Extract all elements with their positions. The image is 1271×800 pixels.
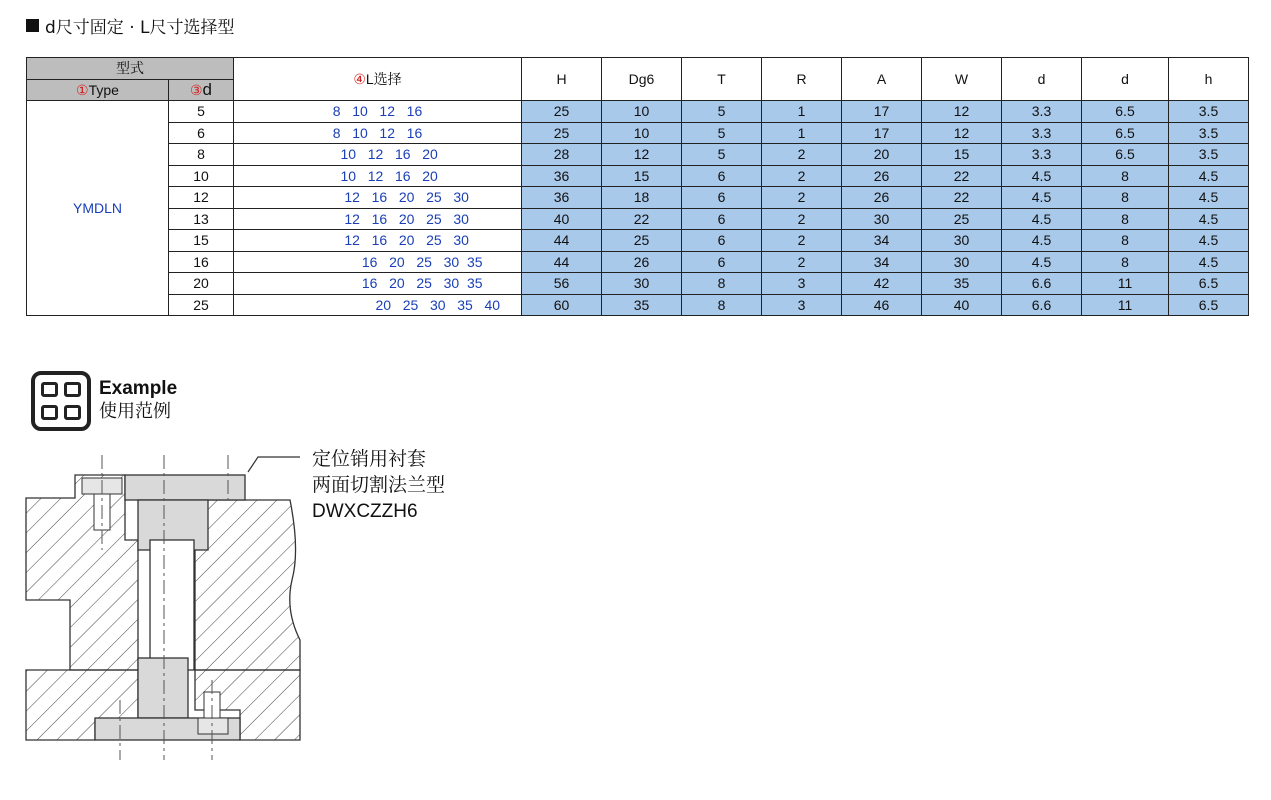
dim-value: 11: [1082, 294, 1169, 316]
d-value: 25: [169, 294, 234, 316]
header-dim-A: A: [842, 58, 922, 101]
section-title: [26, 13, 234, 38]
d-value: 13: [169, 208, 234, 230]
dim-value: 20: [842, 144, 922, 166]
dim-value: 12: [922, 122, 1002, 144]
dim-value: 26: [842, 187, 922, 209]
table-row: [27, 208, 1249, 230]
dim-value: 3.3: [1002, 122, 1082, 144]
table-row: [27, 294, 1249, 316]
dim-value: 4.5: [1002, 230, 1082, 252]
dim-value: 44: [522, 230, 602, 252]
dim-value: 30: [602, 273, 682, 295]
dim-value: 4.5: [1169, 165, 1249, 187]
lower-bushing: [138, 658, 188, 718]
dim-value: 34: [842, 230, 922, 252]
header-dim-T: T: [682, 58, 762, 101]
l-options: 12 16 20 25 30: [234, 230, 522, 252]
circled-three-marker: ③: [189, 81, 203, 98]
upper-plate-right: [195, 500, 300, 670]
callout-line-2: 两面切割法兰型: [312, 475, 446, 496]
section-title-text: d尺寸固定 · L尺寸选择型: [45, 18, 235, 38]
black-square-bullet-icon: [26, 19, 39, 32]
header-dim-d2: d: [1082, 58, 1169, 101]
dim-value: 4.5: [1002, 251, 1082, 273]
d-value: 20: [169, 273, 234, 295]
d-value: 15: [169, 230, 234, 252]
dim-value: 25: [602, 230, 682, 252]
dim-value: 5: [682, 122, 762, 144]
header-dim-R: R: [762, 58, 842, 101]
type-value: YMDLN: [27, 101, 169, 316]
dim-value: 10: [602, 122, 682, 144]
dim-value: 6.6: [1002, 294, 1082, 316]
table-row: [27, 273, 1249, 295]
d-value: 10: [169, 165, 234, 187]
dim-value: 40: [922, 294, 1002, 316]
header-dim-W: W: [922, 58, 1002, 101]
d-value: 5: [169, 101, 234, 123]
circled-four-marker: ④: [353, 71, 366, 87]
l-options: 12 16 20 25 30: [234, 187, 522, 209]
header-d: [169, 79, 234, 101]
dim-value: 40: [522, 208, 602, 230]
dim-value: 3: [762, 294, 842, 316]
table-row: [27, 230, 1249, 252]
d-value: 6: [169, 122, 234, 144]
dim-value: 6.5: [1082, 144, 1169, 166]
dim-value: 8: [1082, 187, 1169, 209]
grid-four-squares-icon: [31, 371, 91, 431]
dim-value: 2: [762, 251, 842, 273]
l-options: 10 12 16 20: [234, 144, 522, 166]
l-options: 12 16 20 25 30: [234, 208, 522, 230]
dim-value: 2: [762, 208, 842, 230]
dim-value: 3.3: [1002, 144, 1082, 166]
dim-value: 22: [602, 208, 682, 230]
dim-value: 2: [762, 230, 842, 252]
dim-value: 28: [522, 144, 602, 166]
dim-value: 30: [922, 230, 1002, 252]
dim-value: 35: [602, 294, 682, 316]
example-block: [31, 371, 177, 431]
l-options: 8 10 12 16: [234, 122, 522, 144]
dim-value: 4.5: [1169, 251, 1249, 273]
dim-value: 6.5: [1169, 273, 1249, 295]
callout-line-3: DWXCZZH6: [312, 501, 418, 522]
dim-value: 42: [842, 273, 922, 295]
dim-value: 1: [762, 101, 842, 123]
dim-value: 6: [682, 208, 762, 230]
dim-value: 6: [682, 165, 762, 187]
dim-value: 4.5: [1002, 187, 1082, 209]
dim-value: 4.5: [1169, 208, 1249, 230]
dim-value: 3.5: [1169, 144, 1249, 166]
dim-value: 5: [682, 144, 762, 166]
dim-value: 3.5: [1169, 101, 1249, 123]
l-options: 16 20 25 30 35: [234, 273, 522, 295]
header-dim-h: h: [1169, 58, 1249, 101]
callout-leader: [248, 457, 300, 472]
dim-value: 15: [602, 165, 682, 187]
header-model: 型式: [27, 58, 234, 80]
dim-value: 1: [762, 122, 842, 144]
dim-value: 6.5: [1082, 122, 1169, 144]
dim-value: 4.5: [1002, 208, 1082, 230]
table-row: [27, 122, 1249, 144]
header-type-text: Type: [88, 81, 119, 98]
header-d-text: d: [202, 79, 213, 99]
dim-value: 8: [1082, 208, 1169, 230]
dim-value: 2: [762, 187, 842, 209]
dim-value: 8: [1082, 230, 1169, 252]
locating-pin: [150, 540, 194, 670]
dim-value: 6.5: [1169, 294, 1249, 316]
l-options: 8 10 12 16: [234, 101, 522, 123]
dim-value: 60: [522, 294, 602, 316]
dim-value: 36: [522, 187, 602, 209]
dim-value: 6.5: [1082, 101, 1169, 123]
dim-value: 22: [922, 187, 1002, 209]
dim-value: 25: [522, 122, 602, 144]
dim-value: 25: [922, 208, 1002, 230]
dim-value: 8: [682, 273, 762, 295]
table-row: [27, 251, 1249, 273]
dim-value: 18: [602, 187, 682, 209]
dim-value: 8: [682, 294, 762, 316]
dim-value: 11: [1082, 273, 1169, 295]
dim-value: 3: [762, 273, 842, 295]
callout-line-1: 定位销用衬套: [312, 449, 427, 470]
dim-value: 4.5: [1002, 165, 1082, 187]
dim-value: 6: [682, 251, 762, 273]
dim-value: 34: [842, 251, 922, 273]
table-row: [27, 165, 1249, 187]
header-type: [27, 79, 169, 101]
dim-value: 10: [602, 101, 682, 123]
table-row: [27, 187, 1249, 209]
d-value: 16: [169, 251, 234, 273]
dim-value: 12: [602, 144, 682, 166]
header-l-select-text: L选择: [365, 71, 402, 87]
dim-value: 22: [922, 165, 1002, 187]
usage-example-drawing: [0, 440, 460, 770]
table-row: [27, 101, 1249, 123]
dim-value: 25: [522, 101, 602, 123]
dim-value: 6.6: [1002, 273, 1082, 295]
dim-value: 4.5: [1169, 230, 1249, 252]
l-options: 10 12 16 20: [234, 165, 522, 187]
dim-value: 8: [1082, 251, 1169, 273]
dim-value: 26: [842, 165, 922, 187]
d-value: 8: [169, 144, 234, 166]
dim-value: 2: [762, 144, 842, 166]
dim-value: 3.5: [1169, 122, 1249, 144]
header-dim-d1: d: [1002, 58, 1082, 101]
upper-plate-left: [26, 475, 138, 670]
dim-value: 4.5: [1169, 187, 1249, 209]
circled-one-marker: ①: [76, 81, 89, 98]
dim-value: 12: [922, 101, 1002, 123]
dim-value: 17: [842, 122, 922, 144]
dim-value: 5: [682, 101, 762, 123]
dim-value: 17: [842, 101, 922, 123]
example-title: Example: [99, 378, 178, 399]
dim-value: 30: [842, 208, 922, 230]
dim-value: 2: [762, 165, 842, 187]
upper-bushing: [125, 475, 245, 500]
dim-value: 46: [842, 294, 922, 316]
dim-value: 3.3: [1002, 101, 1082, 123]
dim-value: 44: [522, 251, 602, 273]
header-dim-Dg6: Dg6: [602, 58, 682, 101]
l-options: 16 20 25 30 35: [234, 251, 522, 273]
dim-value: 8: [1082, 165, 1169, 187]
dim-value: 35: [922, 273, 1002, 295]
l-options: 20 25 30 35 40: [234, 294, 522, 316]
header-l-select: [234, 58, 522, 101]
table-row: [27, 144, 1249, 166]
dim-value: 6: [682, 187, 762, 209]
lower-bolt-head: [198, 718, 228, 734]
dim-value: 56: [522, 273, 602, 295]
example-subtitle: 使用范例: [99, 401, 171, 422]
spec-table: [26, 57, 1249, 316]
dim-value: 15: [922, 144, 1002, 166]
dim-value: 30: [922, 251, 1002, 273]
d-value: 12: [169, 187, 234, 209]
header-dim-H: H: [522, 58, 602, 101]
dim-value: 26: [602, 251, 682, 273]
dim-value: 36: [522, 165, 602, 187]
dim-value: 6: [682, 230, 762, 252]
